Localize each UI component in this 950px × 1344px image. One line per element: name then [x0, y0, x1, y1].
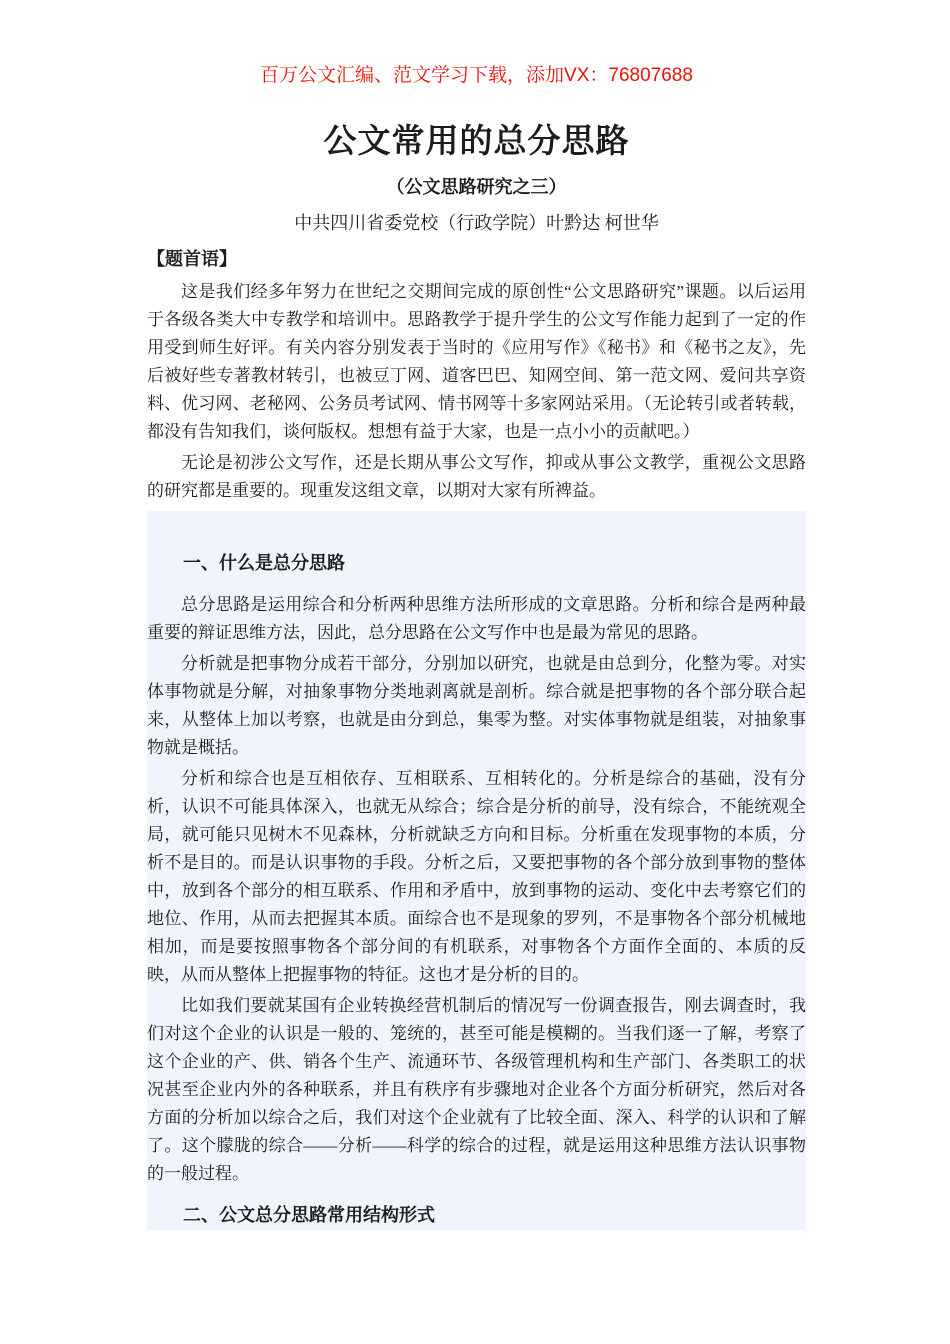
section1-paragraph-3: 分析和综合也是互相依存、互相联系、互相转化的。分析是综合的基础，没有分析，认识不可能具体深入，也就无从综合；综合是分析的前导，没有综合，不能统观全局，就可能只见树木不见森林，分析就缺乏方向和目标。分析重在发现事物的本质，分析不是目的。而是认识事物的手段。分析之后，又要把事物的各个部分放到事物的整体中，放到各个部分的相互联系、作用和矛盾中，放到事物的运动、变化中去考察它们的地位、作用，从而去把握其本质。面综合也不是现象的罗列，不是事物各个部分机械地相加，而是要按照事物各个部分间的有机联系，对事物各个方面作全面的、本质的反映，从而从整体上把握事物的特征。这也才是分析的目的。 [147, 769, 806, 984]
intro-paragraph-2: 无论是初涉公文写作，还是长期从事公文写作，抑或从事公文教学，重视公文思路的研究都是重要的。现重发这组文章，以期对大家有所裨益。 [147, 453, 806, 500]
section-heading-1: 一、什么是总分思路 [183, 553, 345, 573]
section-heading-2: 二、公文总分思路常用结构形式 [183, 1205, 435, 1225]
highlighted-section [147, 511, 806, 1230]
intro-paragraph-1: 这是我们经多年努力在世纪之交期间完成的原创性“公文思路研究”课题。以后运用于各级各类大中专教学和培训中。思路教学于提升学生的公文写作能力起到了一定的作用受到师生好评。有关内容分别发表于当时的《应用写作》《秘书》和《秘书之友》，先后被好些专著教材转引，也被豆丁网、道客巴巴、知网空间、第一范文网、爱问共享资料、优习网、老秘网、公务员考试网、情书网等十多家网站采用。（无论转引或者转载，都没有告知我们，谈何版权。想想有益于大家，也是一点小小的贡献吧。） [147, 282, 806, 441]
document-title: 公文常用的总分思路 [323, 124, 630, 160]
section1-paragraph-2: 分析就是把事物分成若干部分，分别加以研究，也就是由总到分，化整为零。对实体事物就是分解，对抽象事物分类地剥离就是剖析。综合就是把事物的各个部分联合起来，从整体上加以考察，也就是由分到总，集零为整。对实体事物就是组装，对抽象事物就是概括。 [147, 654, 806, 757]
authors-line: 中共四川省委党校（行政学院）叶黔达 柯世华 [294, 213, 659, 233]
section1-paragraph-1: 总分思路是运用综合和分析两种思维方法所形成的文章思路。分析和综合是两种最重要的辩证思维方法，因此，总分思路在公文写作中也是最为常见的思路。 [147, 595, 806, 642]
intro-block [147, 278, 806, 505]
promo-banner-text: 百万公文汇编、范文学习下载，添加VX：76807688 [260, 65, 693, 86]
document-subtitle: （公文思路研究之三） [386, 177, 567, 197]
section1-paragraph-4: 比如我们要就某国有企业转换经营机制后的情况写一份调查报告，刚去调查时，我们对这个企业的认识是一般的、笼统的，甚至可能是模糊的。当我们逐一了解，考察了这个企业的产、供、销各个生产、流通环节、各级管理机构和生产部门、各类职工的状况甚至企业内外的各种联系，并且有秩序有步骤地对企业各个方面分析研究，然后对各方面的分析加以综合之后，我们对这个企业就有了比较全面、深入、科学的认识和了解了。这个朦胧的综合——分析——科学的综合的过程，就是运用这种思维方法认识事物的一般过程。 [147, 996, 806, 1183]
lead-section-label: 【题首语】 [147, 249, 237, 269]
